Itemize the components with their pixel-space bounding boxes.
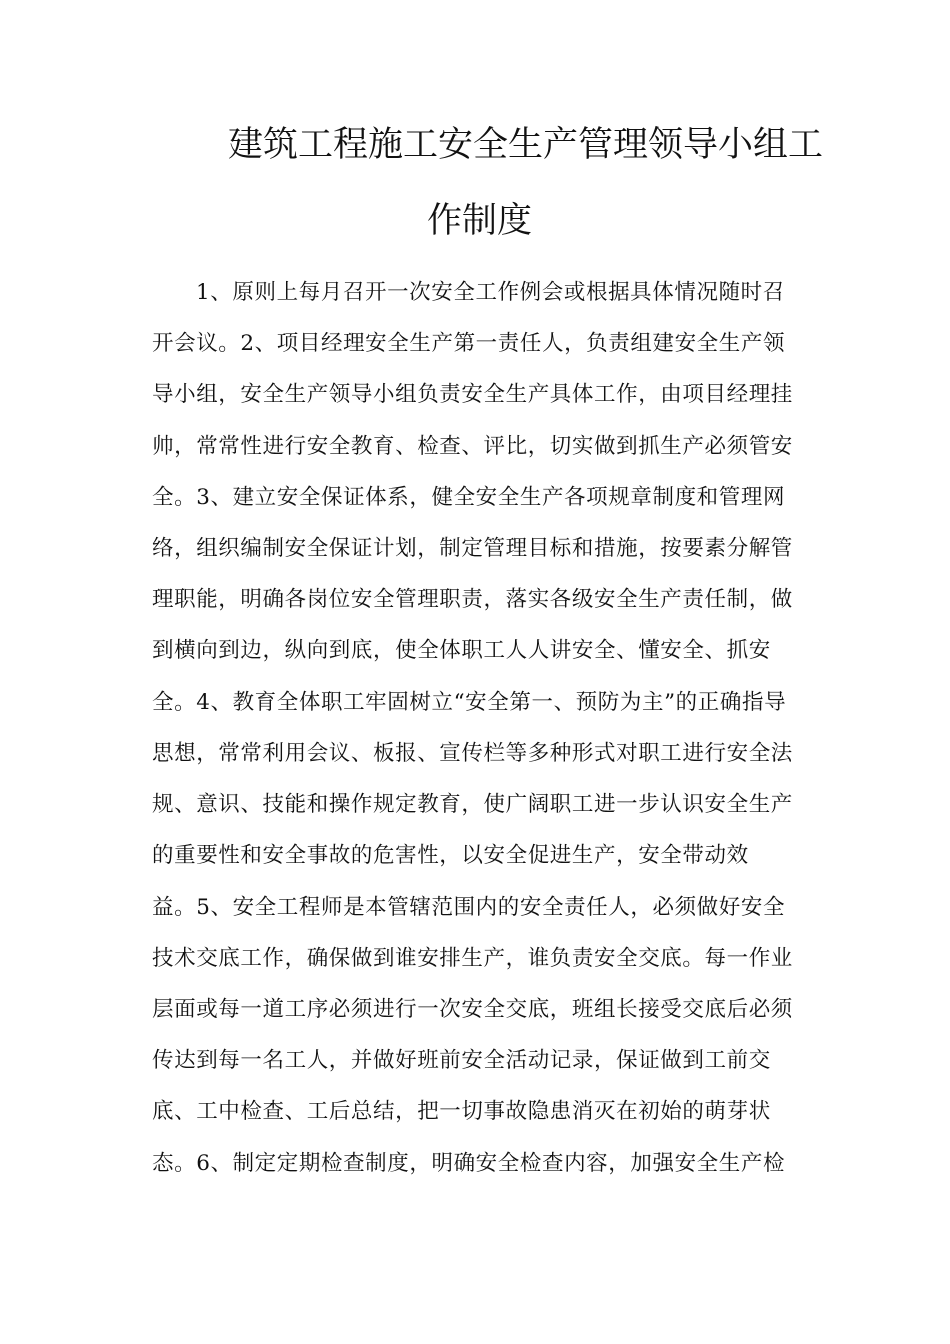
body-line-18: 态。6、制定定期检查制度，明确安全检查内容，加强安全生产检 [152,1151,786,1176]
body-line-9: 全。4、教育全体职工牢固树立“安全第一、预防为主”的正确指导 [152,690,787,715]
body-line-2: 开会议。2、项目经理安全生产第一责任人，负责组建安全生产领 [152,331,786,356]
body-line-16: 传达到每一名工人，并做好班前安全活动记录，保证做到工前交 [152,1048,771,1073]
body-line-10: 思想，常常利用会议、板报、宣传栏等多种形式对职工进行安全法 [152,741,793,766]
body-line-17: 底、工中检查、工后总结，把一切事故隐患消灭在初始的萌芽状 [152,1099,771,1124]
body-line-12: 的重要性和安全事故的危害性，以安全促进生产，安全带动效 [152,843,749,868]
body-line-3: 导小组，安全生产领导小组负责安全生产具体工作，由项目经理挂 [152,382,793,407]
body-line-13: 益。5、安全工程师是本管辖范围内的安全责任人，必须做好安全 [152,895,786,920]
document-title-line-2: 作制度 [427,201,533,241]
body-line-6: 络，组织编制安全保证计划，制定管理目标和措施，按要素分解管 [152,536,793,561]
body-line-11: 规、意识、技能和操作规定教育，使广阔职工进一步认识安全生产 [152,792,793,817]
body-line-7: 理职能，明确各岗位安全管理职责，落实各级安全生产责任制，做 [152,587,793,612]
body-line-8: 到横向到边，纵向到底，使全体职工人人讲安全、懂安全、抓安 [152,638,771,663]
body-line-1: 1、原则上每月召开一次安全工作例会或根据具体情况随时召 [196,280,785,305]
body-line-15: 层面或每一道工序必须进行一次安全交底，班组长接受交底后必须 [152,997,793,1022]
body-line-14: 技术交底工作，确保做到谁安排生产，谁负责安全交底。每一作业 [152,946,793,971]
document-title-line-1: 建筑工程施工安全生产管理领导小组工 [228,125,824,165]
body-line-4: 帅，常常性进行安全教育、检查、评比，切实做到抓生产必须管安 [152,434,793,459]
body-line-5: 全。3、建立安全保证体系，健全安全生产各项规章制度和管理网 [152,485,786,510]
